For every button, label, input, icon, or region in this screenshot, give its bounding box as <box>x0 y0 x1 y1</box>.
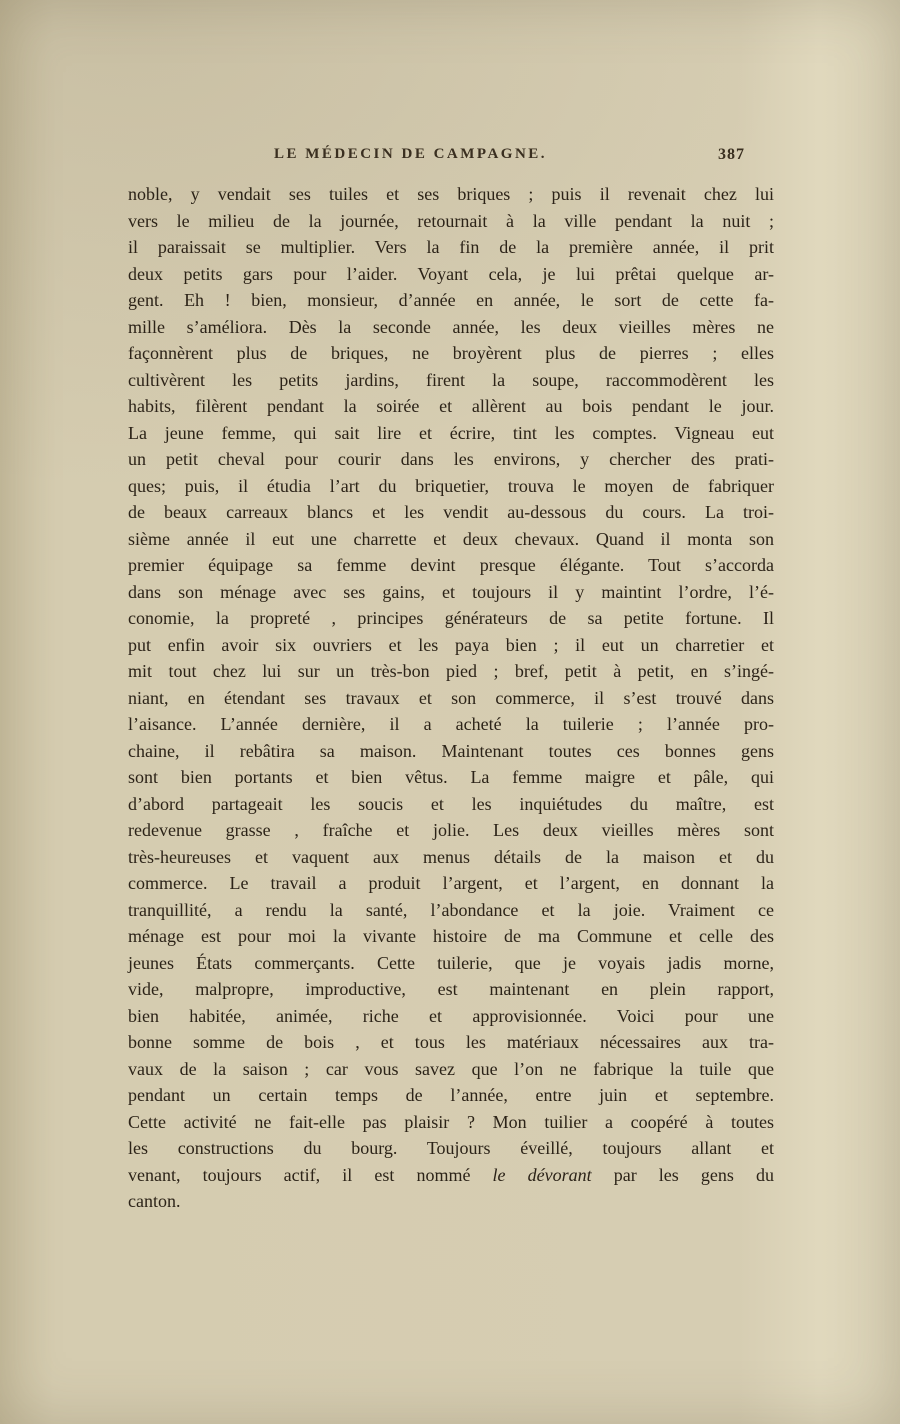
text-line: jeunes États commerçants. Cette tuilerie, que je voyais jadis morne, <box>128 952 774 973</box>
text-line: niant, en étendant ses travaux et son commerce, il s’est trouvé dans <box>128 687 774 708</box>
text-line: dans son ménage avec ses gains, et toujours il y maintint l’ordre, l’é- <box>128 581 774 602</box>
text-line: les constructions du bourg. Toujours éveillé, toujours allant et <box>128 1138 774 1158</box>
text-segment: venant, toujours actif, il est nommé <box>128 1164 493 1185</box>
running-header <box>128 146 773 168</box>
text-line: mit tout chez lui sur un très-bon pied ; bref, petit à petit, en s’ingé- <box>128 661 774 681</box>
text-line: La jeune femme, qui sait lire et écrire, tint les comptes. Vigneau eut <box>128 422 774 443</box>
text-line: bonne somme de bois , et tous les matériaux nécessaires aux tra- <box>128 1032 774 1052</box>
text-line: cultivèrent les petits jardins, firent la soupe, raccommodèrent les <box>128 369 774 390</box>
text-line: sont bien portants et bien vêtus. La femme maigre et pâle, qui <box>128 767 774 787</box>
text-line: commerce. Le travail a produit l’argent, et l’argent, en donnant la <box>128 873 774 893</box>
running-header-title: LE MÉDECIN DE CAMPAGNE. <box>273 146 548 162</box>
text-line: façonnèrent plus de briques, ne broyèrent plus de pierres ; elles <box>128 343 774 363</box>
text-line: conomie, la propreté , principes générateurs de sa petite fortune. Il <box>128 608 774 628</box>
text-line: habits, filèrent pendant la soirée et allèrent au bois pendant le jour. <box>128 396 774 416</box>
text-line: premier équipage sa femme devint presque élégante. Tout s’accorda <box>128 555 774 575</box>
text-line: gent. Eh ! bien, monsieur, d’année en année, le sort de cette fa- <box>128 290 774 310</box>
text-line: vide, malpropre, improductive, est maintenant en plein rapport, <box>128 979 774 999</box>
text-line: vaux de la saison ; car vous savez que l’on ne fabrique la tuile que <box>128 1058 774 1079</box>
text-line <box>128 1162 774 1189</box>
text-line: noble, y vendait ses tuiles et ses briques ; puis il revenait chez lui <box>128 184 774 204</box>
text-line: ques; puis, il étudia l’art du briquetier, trouva le moyen de fabriquer <box>128 475 774 496</box>
text-line: canton. <box>128 1191 181 1211</box>
text-line: tranquillité, a rendu la santé, l’abondance et la joie. Vraiment ce <box>128 899 774 920</box>
text-line: vers le milieu de la journée, retournait à la ville pendant la nuit ; <box>128 210 774 231</box>
text-line: sième année il eut une charrette et deux chevaux. Quand il monta son <box>128 528 774 549</box>
text-line: pendant un certain temps de l’année, entre juin et septembre. <box>128 1085 774 1105</box>
text-line: deux petits gars pour l’aider. Voyant cela, je lui prêtai quelque ar- <box>128 263 774 284</box>
text-line: de beaux carreaux blancs et les vendit au-dessous du cours. La troi- <box>128 502 774 522</box>
body-text-block <box>128 181 774 1215</box>
text-line: ménage est pour moi la vivante histoire de ma Commune et celle des <box>128 926 774 946</box>
text-line: bien habitée, animée, riche et approvisionnée. Voici pour une <box>128 1005 774 1026</box>
italic-phrase: le dévorant <box>492 1164 592 1185</box>
text-line: d’abord partageait les soucis et les inquiétudes du maître, est <box>128 793 774 814</box>
text-line: chaine, il rebâtira sa maison. Maintenant toutes ces bonnes gens <box>128 740 774 761</box>
text-line: Cette activité ne fait-elle pas plaisir ? Mon tuilier a coopéré à toutes <box>128 1111 774 1132</box>
page-number: 387 <box>718 146 745 163</box>
text-line: un petit cheval pour courir dans les environs, y chercher des prati- <box>128 449 774 469</box>
text-line: il paraissait se multiplier. Vers la fin de la première année, il prit <box>128 237 774 257</box>
text-line: l’aisance. L’année dernière, il a acheté la tuilerie ; l’année pro- <box>128 714 774 734</box>
text-line: mille s’améliora. Dès la seconde année, les deux vieilles mères ne <box>128 316 774 337</box>
text-line: redevenue grasse , fraîche et jolie. Les deux vieilles mères sont <box>128 820 774 840</box>
text-line: put enfin avoir six ouvriers et les paya bien ; il eut un charretier et <box>128 634 774 655</box>
text-line: très-heureuses et vaquent aux menus détails de la maison et du <box>128 846 774 867</box>
text-segment: par les gens du <box>591 1164 774 1185</box>
